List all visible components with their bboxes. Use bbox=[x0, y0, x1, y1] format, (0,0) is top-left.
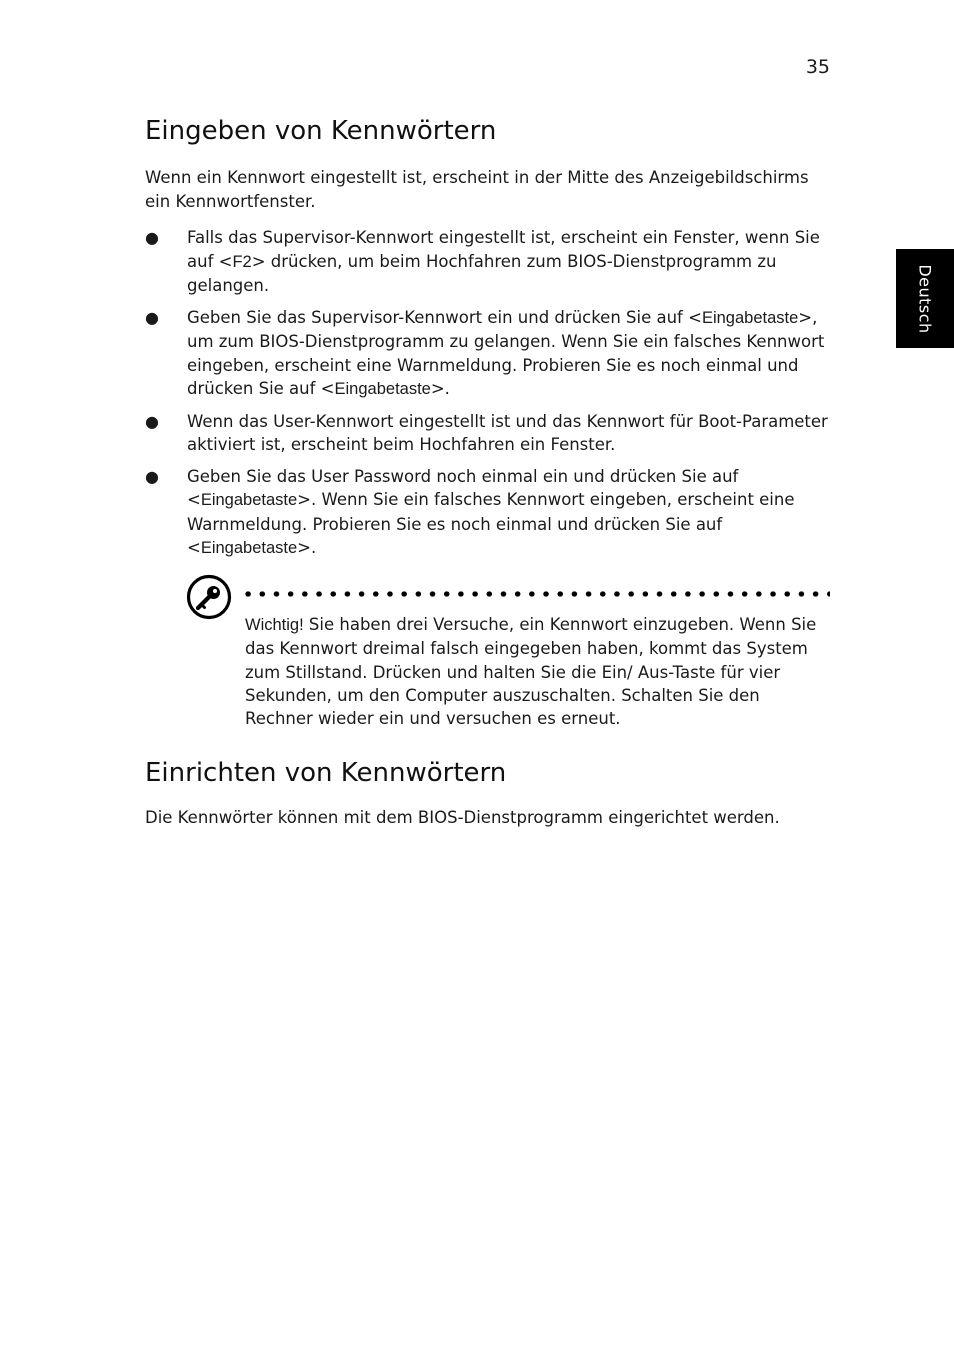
bullet-icon: ● bbox=[145, 307, 159, 327]
section-title-einrichten: Einrichten von Kennwörtern bbox=[145, 758, 507, 788]
language-side-tab bbox=[896, 249, 954, 348]
list-item bbox=[145, 410, 830, 457]
section-title-eingeben: Eingeben von Kennwörtern bbox=[145, 116, 497, 146]
bullet-text: Geben Sie das User Password noch einmal ein und drücken Sie auf < bbox=[187, 466, 739, 509]
bullet-text: Wenn das User-Kennwort eingestellt ist und das Kennwort für Boot-Parameter aktiviert ist, erscheint beim Hochfahren ein Fenster. bbox=[187, 411, 828, 454]
bullet-text: >. bbox=[430, 379, 450, 398]
setup-paragraph: Die Kennwörter können mit dem BIOS-Dienstprogramm eingerichtet werden. bbox=[145, 808, 780, 827]
note-divider bbox=[241, 591, 830, 597]
page-number: 35 bbox=[805, 56, 830, 78]
bullet-text: >. Wenn Sie ein falsches Kennwort eingeben, erscheint eine Warnmeldung. Probieren Sie es noch einmal und drücken Sie auf < bbox=[187, 490, 795, 557]
intro-paragraph: Wenn ein Kennwort eingestellt ist, erscheint in der Mitte des Anzeigebildschirms ein Kennwortfenster. bbox=[145, 168, 809, 211]
bullet-text: >, um zum BIOS-Dienstprogramm zu gelangen. Wenn Sie ein falsches Kennwort eingeben, erscheint eine Warnmeldung. Probieren Sie es noch einmal und drücken Sie auf < bbox=[187, 307, 825, 398]
key-name: Eingabetaste bbox=[200, 539, 298, 557]
key-name: Eingabetaste bbox=[701, 308, 799, 327]
bullet-icon: ● bbox=[145, 466, 159, 486]
list-item bbox=[145, 226, 830, 298]
note-body: Sie haben drei Versuche, ein Kennwort einzugeben. Wenn Sie das Kennwort dreimal falsch eingegeben haben, kommt das System zum Stillstand. Drücken und halten Sie die Ein/ Aus-Taste für vier Sekunden, um den Computer auszuschalten. Schalten Sie den Rechner wieder ein und versuchen es erneut. bbox=[245, 615, 817, 729]
key-name: Eingabetaste bbox=[334, 380, 431, 398]
bullet-text: Falls das Supervisor-Kennwort eingestellt ist, erscheint ein Fenster, wenn Sie auf < bbox=[187, 228, 820, 271]
key-name: F2 bbox=[232, 252, 252, 271]
bullet-list bbox=[145, 226, 830, 569]
bullet-text: > drücken, um beim Hochfahren zum BIOS-Dienstprogramm zu gelangen. bbox=[187, 251, 777, 295]
language-label: Deutsch bbox=[915, 263, 935, 334]
bullet-text: >. bbox=[297, 538, 317, 557]
bullet-text: Geben Sie das Supervisor-Kennwort ein und drücken Sie auf < bbox=[187, 307, 702, 327]
list-item bbox=[145, 306, 830, 402]
important-note bbox=[245, 613, 830, 730]
bullet-icon: ● bbox=[145, 228, 159, 247]
key-icon bbox=[186, 574, 232, 620]
list-item bbox=[145, 465, 830, 561]
key-name: Eingabetaste bbox=[200, 491, 298, 509]
bullet-icon: ● bbox=[145, 411, 159, 431]
note-label: Wichtig! bbox=[245, 616, 304, 634]
